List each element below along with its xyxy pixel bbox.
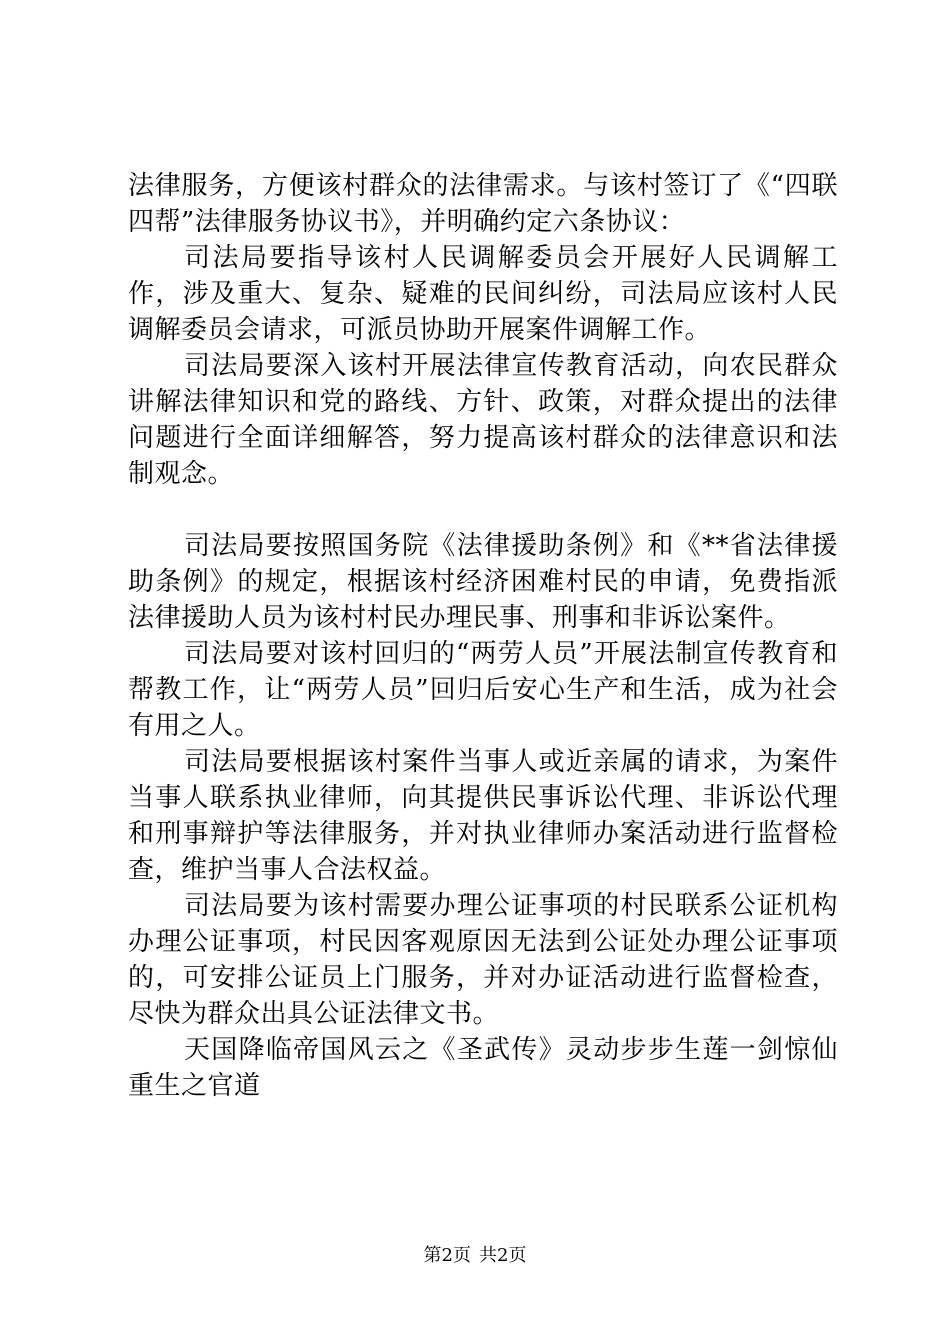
page-footer xyxy=(0,1244,950,1268)
paragraph-legal-education: 司法局要深入该村开展法律宣传教育活动，向农民群众讲解法律知识和党的路线、方针、政策，对群众提出的法律问题进行全面详细解答，努力提高该村群众的法律意识和法制观念。 xyxy=(128,351,838,489)
paragraph-continuation: 法律服务，方便该村群众的法律需求。与该村签订了《“四联四帮”法律服务协议书》，并明确约定六条协议： xyxy=(128,171,838,237)
paragraph-mediation: 司法局要指导该村人民调解委员会开展好人民调解工作，涉及重大、复杂、疑难的民间纠纷，司法局应该村人民调解委员会请求，可派员协助开展案件调解工作。 xyxy=(128,243,838,345)
paragraph-legal-aid: 司法局要按照国务院《法律援助条例》和《**省法律援助条例》的规定，根据该村经济困难村民的申请，免费指派法律援助人员为该村村民办理民事、刑事和非诉讼案件。 xyxy=(128,531,838,633)
paragraph-notary: 司法局要为该村需要办理公证事项的村民联系公证机构办理公证事项，村民因客观原因无法到公证处办理公证事项的，可安排公证员上门服务，并对办证活动进行监督检查，尽快为群众出具公证法律文书。 xyxy=(128,891,838,1029)
document-body xyxy=(128,168,838,1104)
page-number-current: 第2页 xyxy=(423,1245,471,1266)
page-number-total: 共2页 xyxy=(479,1245,527,1266)
paragraph-trailing-text: 天国降临帝国风云之《圣武传》灵动步步生莲一剑惊仙重生之官道 xyxy=(128,1035,838,1101)
paragraph-gap xyxy=(128,492,838,528)
paragraph-rehabilitation: 司法局要对该村回归的“两劳人员”开展法制宣传教育和帮教工作，让“两劳人员”回归后安心生产和生活，成为社会有用之人。 xyxy=(128,639,838,741)
paragraph-lawyer-services: 司法局要根据该村案件当事人或近亲属的请求，为案件当事人联系执业律师，向其提供民事诉讼代理、非诉讼代理和刑事辩护等法律服务，并对执业律师办案活动进行监督检查，维护当事人合法权益。 xyxy=(128,747,838,885)
